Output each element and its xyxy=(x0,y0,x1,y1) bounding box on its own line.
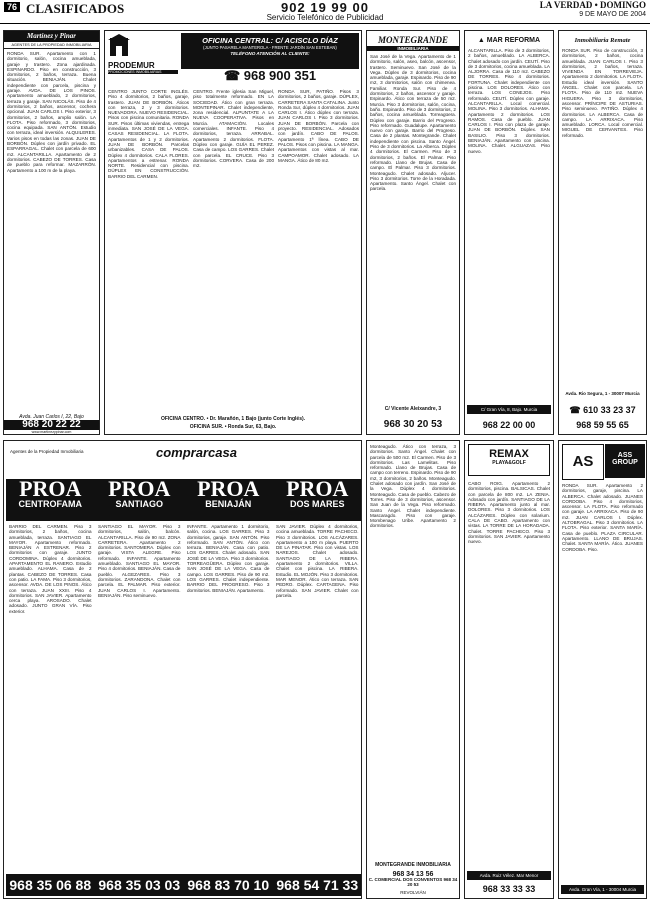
ad-listings: San José de la Vega. Apartamento de 1 dormitorio, salón, aseo, balcón, ascensor, trastero. Seminuevo. San José de la Vega. Dúplex de 3 dormitorios, cocina amueblada, garaje. Espinardo. Piso de 90 m2, 3 dormitorios, salón con chimenea. Familiar. Ronda Sur. Piso de 4 dormitorios, 2 baños, ascensor y garaje. Espinardo. Ático con terraza de 50 m2. Murcia. Piso 3 dormitorios, salón, cocina, baño. Espinardo. Piso de 3 dormitorios, 2 baños, cocina amueblada. Torreagüera. Dúplex con garaje. Barrio del Progreso. Piso reformado. Guadalupe. Apartamento nuevo con garaje. Barrio del Progreso. Casa de 2 plantas. Montegrande. Chalet independiente con piscina. Santo Ángel. Piso de 3 dormitorios. La Alberca. Dúplex 4 dormitorios. El Carmen. Piso de 3 dormitorios, 2 baños. El Palmar. Piso reformado. Llano de Brujas. Casa de campo. El Palmar. Piso 3 dormitorios. Monteagudo. Chalet adosado. Aljucer. Piso 3 dormitorios. Torre de la Horadada. Apartamento. Santo Ángel. Chalet con parcela. xyxy=(370,54,456,192)
ad-martinez-pinar xyxy=(3,30,100,435)
ad-phone-2: 968 59 55 65 xyxy=(576,420,629,430)
building-icon: ▲ xyxy=(477,37,487,44)
prodemur-phone xyxy=(181,69,359,83)
ad-listings: CABO ROIG. Apartamento 2 dormitorios, piscina. BALSICAS. Chalet con parcela de 800 m2. LA ZENIA. Adosado con jardín. SANTIAGO DE LA RIBERA. Apartamento junto al mar. DOLORES. Piso 3 dormitorios. LOS ALCÁZARES. Dúplex con solarium. CALA DE CABO. Apartamento con vistas. LA TORRE DE LA HORADADA. Chalet. TORRE PACHECO. Piso 3 dormitorios. SAN JAVIER. Apartamento nuevo. xyxy=(468,481,550,545)
office-title: OFICINA CENTRAL: C/ ACISCLO DÍAZ xyxy=(202,36,338,45)
proa-office-header xyxy=(95,476,184,521)
proa-office-name: SANTIAGO xyxy=(115,499,163,509)
proa-office-name: CENTROFAMA xyxy=(18,499,82,509)
ad-footer-title: MONTEGRANDE INMOBILIARIA xyxy=(375,862,451,868)
ad-phone: 968 22 00 00 xyxy=(482,420,536,430)
ad-logo xyxy=(465,37,553,44)
proa-logo: PROA xyxy=(286,476,349,501)
as-logo xyxy=(562,444,643,478)
house-logo-icon xyxy=(108,34,178,58)
proa-office-header xyxy=(6,476,95,521)
remax-name: REMAX xyxy=(489,448,529,460)
office-banner xyxy=(181,33,359,69)
prodemur-footer-2: OFICINA SUR. • Ronda Sur, 63, Bajo. xyxy=(189,424,277,430)
newspaper-name: LA VERDAD • DOMINGO xyxy=(539,0,646,10)
ad-phone-1 xyxy=(561,405,644,416)
prodemur-sub: PROMOCIONES INMOBILIARIAS xyxy=(108,70,178,74)
prodemur-logo xyxy=(108,34,178,74)
ad-phone-1-text: 610 33 23 37 xyxy=(583,405,636,415)
ad-proa xyxy=(3,440,362,899)
prodemur-footer-1: OFICINA CENTRO. • Dr. Marañón, 1 Bajo (junto Corte Inglés). xyxy=(160,416,306,422)
ad-as-group xyxy=(558,440,647,899)
proa-tagline: comprarcasa xyxy=(156,445,237,460)
proa-office-header xyxy=(273,476,362,521)
office-subtitle: (JUNTO PASARELA MANTEROLA - FRENTE JARDÍN SAN ESTEBAN) xyxy=(203,45,337,50)
ad-inmobiliaria-remate xyxy=(558,30,647,435)
ad-mar-reforma xyxy=(464,30,554,435)
ad-title: MONTEGRANDE xyxy=(377,35,448,45)
ad-phone: 968 33 33 33 xyxy=(482,884,536,894)
prodemur-column-c: RONDA SUR, PATIÑO. Pisos 3 dormitorios, 2 baños, garaje. DÚPLEX, CARRETERA SANTA CATALINA. Junto Ronda Sur, dúplex 4 dormitorios. JUAN CARLOS I. Ático dúplex con terraza. JUAN CARLOS I. Piso 3 dormitorios. JUAN DE BORBÓN. Parcela con proyecto. RESIDENCIAL. Adosados con jardín. CABO DE PALOS. Apartamento 1ª línea. CABO DE PALOS. Pisos con piscina. LA MANGA. Apartamentos con vistas al mar. CAMPOAMOR. Chalet adosado. LA MANGA. Ático de 80 m2. xyxy=(278,89,359,163)
proa-listings: BARRIO DEL CARMEN. Piso 3 dormitorios, 2 baños, cocina amueblada, terraza. SANTIAGO EL MAYOR. Apartamento reformado. BENIAJÁN A ESTRENAR. Piso 2 dormitorios con garaje. JUNTO CORDOMINA. Dúplex 4 dormitorios. APARTAMENTO EL RANERO. Estudio amueblado. ALHAMA. Casa de 2 plantas. CABEZO DE TORRES. Casa con patio. LA FAMA. Piso 3 dormitorios, ascensor. AVDA. DE LOS PINOS. Ático con terraza. JUAN XXIII. Piso 4 dormitorios. SAN JAVIER. Apartamento cerca playa. AROSADO. Chalet adosado. JUNTO GRAN VÍA. Piso exterior. xyxy=(9,524,92,614)
proa-phone: 968 35 06 88 xyxy=(6,874,95,896)
proa-logo: PROA xyxy=(19,476,82,501)
ad-listings: Monteagudo. Ático con terraza, 3 dormitorios. Santo Ángel. Chalet con parcela de 500 m2. El Carmen. Piso de 3 dormitorios. Las Lamelitas. Piso reformado. Llano de Brujas. Casa de campo con terreno. Espinardo. Piso de 90 m2, 3 dormitorios, 2 baños. Monteagudo. Chalet adosado con jardín. San José de la Vega. Dúplex 4 dormitorios. Monteagudo. Casa de pueblo. Cabezo de Torres. Piso de 3 dormitorios, ascensor. San Juan de la Vega. Piso reformado. Santo Ángel. Chalet independiente. Mascaragdo. Piso con garaje. Mombenago Uribe. Apartamento 2 dormitorios. xyxy=(370,444,456,529)
as-logo-text: AS xyxy=(562,444,604,480)
ad-subtitle: AGENTES DE LA PROPIEDAD INMOBILIARIA xyxy=(4,42,99,49)
proa-agents: Agentes de la Propiedad Inmobiliaria xyxy=(10,449,84,454)
ad-montegrande xyxy=(366,30,460,435)
ad-phone: 968 30 20 53 xyxy=(383,419,443,430)
ad-address: C/ Gran Vía, 8, Bajo. Murcia xyxy=(467,405,551,414)
prodemur-name: PRODEMUR xyxy=(108,61,155,70)
proa-logo: PROA xyxy=(197,476,260,501)
proa-listings: SAN JAVIER. Dúplex 4 dormitorios, cocina amueblada. TORRE PACHECO. Piso 3 dormitorios. LOS ALCÁZARES. Apartamento a 100 m playa. PUERTO DE LA PINATAR. Piso con vistas. LOS NAREJOS. Chalet adosado. SANTIAGO DE LA RIBERA. Apartamento 2 dormitorios. VILLA. Chalet con piscina. LA RIBERA. Estudio. EL MOJÓN. Piso 3 dormitorios. MAR MENOR. Ático con terraza. SAN PEDRO. Dúplex. CARTAGENA. Piso reformado. SAN JAVIER. Chalet con parcela. xyxy=(276,524,359,598)
section-title: CLASIFICADOS xyxy=(26,1,125,16)
tel-label: TELÉFONO ATENCIÓN AL CLIENTE: xyxy=(230,51,310,56)
remax-logo xyxy=(468,444,550,476)
proa-banner xyxy=(6,443,361,473)
remax-sub: PLAYA&GOLF xyxy=(492,460,526,466)
proa-column xyxy=(95,475,184,896)
proa-logo: PROA xyxy=(108,476,171,501)
proa-listings: INFANTE. Apartamento 1 dormitorio, salón, cocina. LOS GARRES. Piso 3 dormitorios, garaje. SAN ANTÓN. Piso reformado. SAN ANTÓN. Ático con terraza. BENIAJÁN. Casa con patio. LOS GARRES. Chalet adosado. SAN JOSÉ DE LA VEGA. Piso 3 dormitorios. TORREAGÜERA. Dúplex con garaje. SAN JOSÉ DE LA VEGA. Casa de campo. LOS GARRES. Piso de 90 m2. LOS GARRES. Chalet independiente. BARRIO DEL PROGRESO. Piso 3 dormitorios. BENIAJÁN. Apartamento. xyxy=(187,524,270,593)
page-header xyxy=(0,0,650,24)
ad-prodemur xyxy=(104,30,362,435)
proa-office-name: DOS MARES xyxy=(289,499,345,509)
newspaper-date: 9 DE MAYO DE 2004 xyxy=(579,11,646,18)
proa-column xyxy=(6,475,95,896)
ad-address: Avda. Rio Segura, 1 - 30007 Murcia xyxy=(565,391,640,396)
header-phone: 902 19 99 00 xyxy=(281,0,369,15)
proa-phone: 968 54 71 33 xyxy=(273,874,362,896)
ad-address: Avda. Ruiz Vélez. Mar Menor xyxy=(467,871,551,880)
ad-phone: 968 20 22 22 xyxy=(4,420,99,430)
ad-title: Martínez y Pinar xyxy=(4,31,99,42)
ad-footer-phone: 968 34 13 56 xyxy=(392,871,434,878)
ad-footer-line: C. COMERCIAL DOS CONVENTOS 968 34 20 53 xyxy=(368,877,458,887)
ad-listings: RONDA SUR. Apartamento con 1 dormitorio, salón, cocina amueblada, garaje y trastero. Zona ajardinada. ESPINARDO. Piso en construcción, 3 dormitorios, 2 baños, terraza. Buena situación. BENIAJÁN. Chalet independiente con parcela, piscina y garaje. AVDA. DE LOS PINOS. Apartamento amueblado, 2 dormitorios, terraza y garaje. SAN NICOLÁS. Piso de 4 dormitorios, 2 baños, ascensor, cochera opcional. JUAN CARLOS I. Piso exterior, 3 dormitorios, 2 baños, amplio salón. LA FLOTA. Piso reformado, 3 dormitorios, cocina equipada. SAN ANTÓN. Estudio con terraza, ideal inversión. ALQUILERES. Varios pisos en todas las zonas. JUAN DE BORBÓN. Dúplex con jardín privado. EL ESPARRAGAL. Chalet con parcela de 600 m2. ALCANTARILLA. Apartamento de 2 dormitorios. CABEZO DE TORRES. Casa de pueblo para reformar. MAZARRÓN. Apartamento a 100 m de la playa. xyxy=(7,51,96,173)
ad-subtitle: INMOBILIARIA xyxy=(367,46,459,51)
phone-icon: ☎ xyxy=(223,68,244,83)
prodemur-column-a: CENTRO JUNTO CORTE INGLÉS. Piso 4 dormitorios, 2 baños, garaje, trastero. JUAN DE BORBÓN. Áticos con terraza, 2 y 3 dormitorios. NUEVADORA. NUEVO RESIDENCIAL. Pisos con piscina comunitaria. RONDA SUR. Pisos últimas viviendas, entrega inmediata. SAN JOSÉ DE LA VEGA. CASAS RESIDENCIAL. LA FLOTA. Apartamentos de 1 y 2 dormitorios. JUAN DE BORBÓN. Parcelas urbanizables. CASA DE PALOS. Dúplex 4 dormitorios. CALA FLORES. Apartamentos a estrenar. RONDA NORTE. Residencial con piscina. DÚPLEX EN CONSTRUCCIÓN. BARRIO DEL CARMEN. xyxy=(108,89,189,179)
ad-remax xyxy=(464,440,554,899)
header-subtitle: Servicio Telefónico de Publicidad xyxy=(266,13,384,22)
proa-phone: 968 35 03 03 xyxy=(95,874,184,896)
ad-listings: RONDA SUR. Piso de construcción, 3 dormitorios, 2 baños, cocina amueblada. JUAN CARLOS I. Piso 3 dormitorios, 2 baños, terraza. VIVIENDA EN TORREVIEJA. Apartamento 2 dormitorios. LA FLOTA. Estudio ideal inversión. SANTO ÁNGEL. Chalet con parcela. LA FLOTA. Piso de 110 m2. NUEVA HIGUERA. Piso 3 dormitorios, ascensor. PRÍNCIPE DE ASTURIAS. Piso seminuevo. PATIÑO. Dúplex 4 dormitorios. LA ALBERCA. Casa de campo. LA ARRIXACA. Piso amueblado. LORCA. Local comercial. MIGUEL DE CERVANTES. Piso reformado. xyxy=(562,48,643,138)
ad-footer: Avda. Gran Vía, 1 - 30004 Murcia xyxy=(561,885,644,894)
phone-icon: ☎ xyxy=(569,405,584,415)
proa-column xyxy=(273,475,362,896)
page-number: 76 xyxy=(4,2,20,12)
ad-montegrande-2 xyxy=(366,440,460,899)
ad-address: Avda. Juan Carlos I, 22, Bajo xyxy=(19,414,84,420)
prodemur-phone-number: 968 900 351 xyxy=(243,68,317,83)
prodemur-column-b: CENTRO. Frente iglesia San Miguel, piso totalmente reformado. EN LA SOCIEDAD. Ático con gran terraza. MONTEPINAR. Chalet independiente, zona residencial. ALPUNTATE A LA NUEVA COOPERATIVA. Pisos en Murcia. ATAMACIÓN. Locales comerciales. INFANTE. Piso 4 dormitorios, terraza. ARRABAL. Apartamento 2 dormitorios. FLOTA. Dúplex con garaje. GUÍA EL PEREZ. Casa de campo. LOS GARRES. Chalet con parcela. EL CRUCE. Piso 3 dormitorios. CORVERA. Casa de 200 m2. xyxy=(193,89,274,169)
proa-office-name: BENIAJÁN xyxy=(205,499,252,509)
ad-web: www.martinezypinar.com xyxy=(31,430,72,434)
ad-footer-line-3: REVOLVIÁN xyxy=(400,890,426,895)
ad-logo: Inmobiliaria Remate xyxy=(574,37,631,44)
proa-listings: SANTIAGO EL MAYOR. Piso 3 dormitorios, salón, balcón. ALCANTARILLA. Piso de 90 m2. ZONA CARRETERA. Apartamento 2 dormitorios. SANTOMERA. Dúplex con garaje. VISTA ALEGRE. Piso reformado. INFANTE. Apartamento amueblado. SANTIAGO EL MAYOR. Piso 4 dormitorios. BENIAJÁN. Casa de pueblo. ALGEZARES. Piso 3 dormitorios. ZARANDONA. Chalet con parcela. EL PALMAR. Piso exterior. JUAN CARLOS I. Apartamento. BENIAJÁN. Piso seminuevo. xyxy=(98,524,181,598)
proa-phone: 968 83 70 10 xyxy=(184,874,273,896)
ad-logo-text: MAR REFORMA xyxy=(486,37,541,44)
ad-listings: ALCANTARILLA. Piso de 3 dormitorios, 2 baños, amueblado. LA ALBERCA. Chalet adosado con jardín. CEUTÍ. Piso de 3 dormitorios, cocina amueblada. LA ALJORRA. Casa de 110 m2. CABEZO DE TORRES. Piso 4 dormitorios. FORTUNA. Chalet independiente con piscina. LOS DOLORES. Ático con terraza. LOS CONEJOS. Piso reformado. CEUTÍ. Dúplex con garaje. ALCANTARILLA. Local comercial. MOLINA. Piso 3 dormitorios. ALHAMA. Apartamento 2 dormitorios. LOS RAMOS. Casa de pueblo. JUAN CARLOS I. Piso con plaza de garaje. JUAN DE BORBÓN. Dúplex. SAN BASILIO. Piso 3 dormitorios. BENIAJÁN. Apartamento con piscina. MOLINA. Chalet. ALGUAZAS. Piso nuevo. xyxy=(468,48,550,154)
ad-address: C/ Vicente Aleixandre, 3 xyxy=(384,406,442,412)
proa-column xyxy=(184,475,273,896)
proa-office-header xyxy=(184,476,273,521)
ass-group-text: ASS GROUP xyxy=(605,444,645,478)
ad-listings: RONDA SUR. Apartamento 2 dormitorios, garaje, piscina. LA ALBERCA. Chalet adosado. JUANES CORDOBA. Piso 4 dormitorios, ascensor. LA FLOTA. Piso reformado con garaje. LA ARRIXACA. Piso de 90 m2. JUAN CARLOS I. Dúplex. ALTOBRAGAL. Piso 3 dormitorios. LA FLOTA. Piso exterior. SANTA MARÍA. Casa de pueblo. PLAZA CIRCULAR. Apartamento. LLANO DE BRUJAS. Chalet. SANTA MARÍA. Ático. JUANES CORDOBA. Piso. xyxy=(562,483,643,552)
